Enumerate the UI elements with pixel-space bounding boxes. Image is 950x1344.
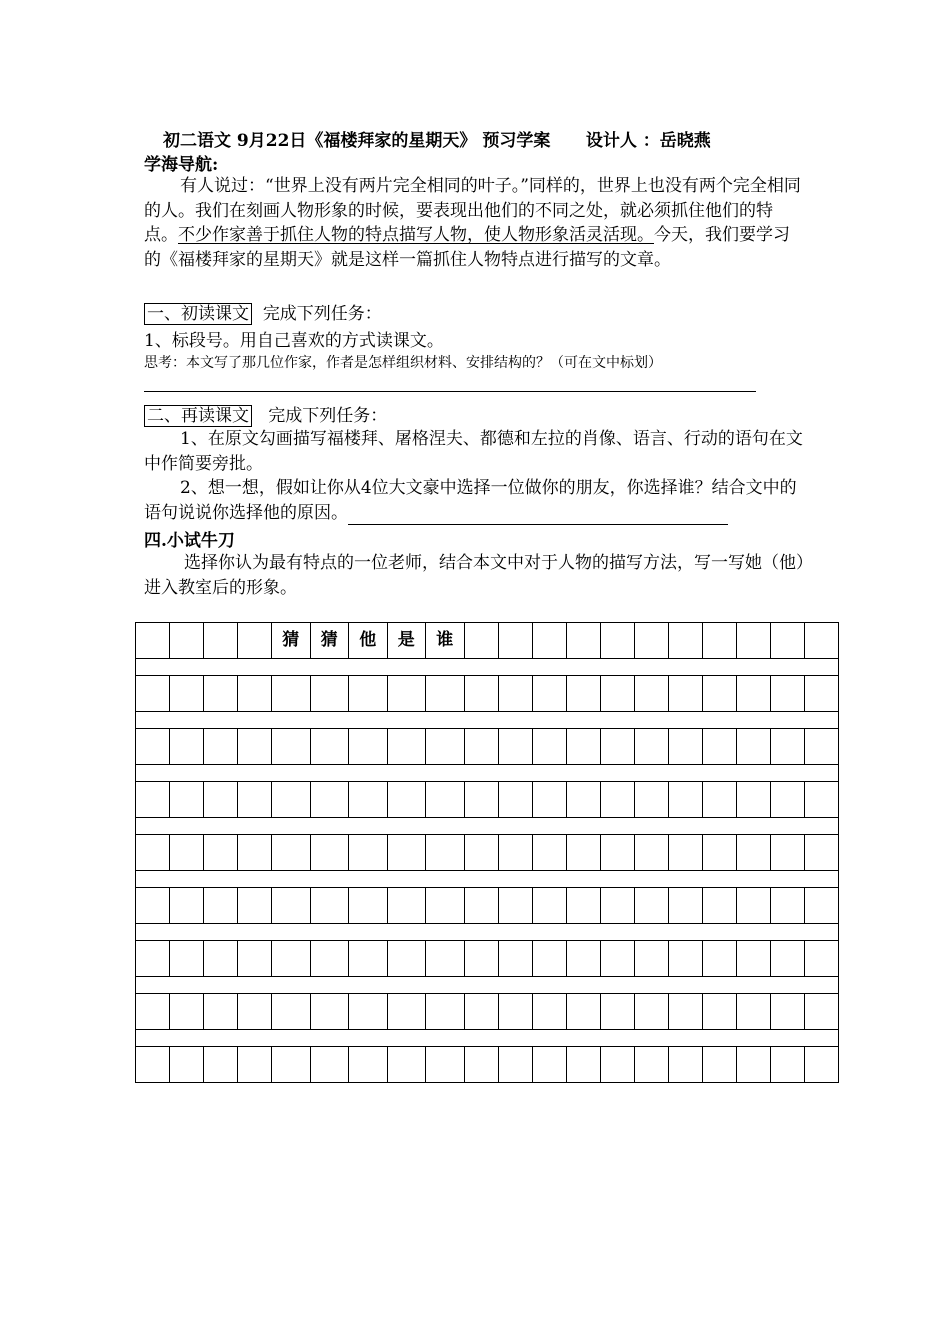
grid-spacer-row	[136, 924, 839, 941]
grid-spacer	[136, 765, 839, 782]
grid-cell[interactable]	[498, 941, 532, 977]
grid-cell-text	[465, 623, 498, 625]
grid-cell[interactable]	[770, 994, 804, 1030]
grid-cell[interactable]	[634, 676, 668, 712]
grid-cell[interactable]	[426, 729, 465, 765]
grid-cell[interactable]	[804, 941, 838, 977]
grid-cell[interactable]	[387, 729, 426, 765]
grid-spacer-row	[136, 712, 839, 729]
grid-cell[interactable]	[464, 1047, 498, 1083]
section4-heading: 四.小试牛刀	[144, 531, 235, 551]
intro-text-2: 今天，我们要学习的《福楼拜家的星期天》就是这样一篇抓住人物特点进行描写的文章。	[144, 225, 790, 270]
grid-cell-text	[737, 623, 770, 625]
grid-row	[136, 623, 839, 659]
grid-cell[interactable]	[532, 888, 566, 924]
grid-cell[interactable]	[464, 676, 498, 712]
grid-cell[interactable]	[238, 888, 272, 924]
section1-heading	[144, 299, 382, 324]
grid-cell[interactable]	[204, 888, 238, 924]
grid-cell[interactable]	[566, 941, 600, 977]
grid-spacer-row	[136, 977, 839, 994]
grid-cell[interactable]	[532, 941, 566, 977]
grid-cell-text	[601, 623, 634, 625]
grid-cell[interactable]	[600, 1047, 634, 1083]
grid-cell[interactable]	[668, 676, 702, 712]
grid-cell[interactable]	[634, 729, 668, 765]
grid-cell[interactable]	[464, 835, 498, 871]
grid-cell[interactable]	[238, 782, 272, 818]
grid-cell[interactable]	[702, 994, 736, 1030]
grid-cell[interactable]	[204, 623, 238, 659]
grid-cell[interactable]	[170, 782, 204, 818]
grid-cell[interactable]	[464, 623, 498, 659]
grid-cell[interactable]	[136, 994, 170, 1030]
grid-cell[interactable]	[204, 835, 238, 871]
grid-cell[interactable]	[136, 941, 170, 977]
grid-cell[interactable]	[804, 835, 838, 871]
grid-cell[interactable]	[736, 623, 770, 659]
grid-cell[interactable]	[736, 994, 770, 1030]
grid-cell[interactable]	[702, 888, 736, 924]
grid-cell[interactable]	[136, 888, 170, 924]
title-main: 初二语文 9月22日《福楼拜家的星期天》 预习学案	[163, 131, 551, 151]
grid-cell[interactable]	[387, 835, 426, 871]
grid-cell[interactable]	[804, 729, 838, 765]
answer-line[interactable]	[144, 391, 756, 392]
grid-row	[136, 888, 839, 924]
grid-cell-text	[805, 623, 838, 625]
grid-cell[interactable]	[310, 623, 349, 659]
grid-cell[interactable]	[668, 729, 702, 765]
intro-text-1: 有人说过：“世界上没有两片完全相同的叶子。”同样的，世界上也没有两个完全相同的人。我们在刻画人物形象的时候，要表现出他们的不同之处，就必须抓住他们的特点。	[144, 176, 801, 245]
grid-cell[interactable]	[238, 941, 272, 977]
answer-blank[interactable]	[348, 506, 728, 525]
grid-spacer	[136, 924, 839, 941]
grid-cell[interactable]	[170, 623, 204, 659]
grid-cell[interactable]	[349, 729, 388, 765]
grid-cell[interactable]	[770, 835, 804, 871]
grid-cell[interactable]	[634, 941, 668, 977]
page-title	[163, 126, 711, 151]
grid-cell[interactable]	[634, 888, 668, 924]
grid-cell[interactable]	[634, 782, 668, 818]
grid-cell[interactable]	[498, 729, 532, 765]
section2-item2	[144, 476, 806, 525]
grid-cell[interactable]	[272, 888, 311, 924]
grid-cell[interactable]	[600, 676, 634, 712]
grid-cell[interactable]	[498, 994, 532, 1030]
grid-cell-text	[170, 623, 203, 625]
grid-cell[interactable]	[532, 676, 566, 712]
intro-paragraph	[144, 174, 806, 272]
grid-cell[interactable]	[600, 941, 634, 977]
grid-cell[interactable]	[498, 782, 532, 818]
grid-cell[interactable]	[702, 1047, 736, 1083]
grid-cell[interactable]	[736, 782, 770, 818]
grid-cell[interactable]	[532, 835, 566, 871]
grid-spacer-row	[136, 765, 839, 782]
grid-cell[interactable]	[804, 888, 838, 924]
section2-label: 二、再读课文	[144, 405, 252, 427]
grid-cell[interactable]	[566, 729, 600, 765]
grid-cell[interactable]	[272, 676, 311, 712]
grid-cell[interactable]	[204, 994, 238, 1030]
grid-cell[interactable]	[736, 835, 770, 871]
grid-cell[interactable]	[634, 994, 668, 1030]
grid-spacer	[136, 712, 839, 729]
grid-cell[interactable]	[532, 729, 566, 765]
grid-row	[136, 782, 839, 818]
grid-row	[136, 1047, 839, 1083]
grid-row	[136, 676, 839, 712]
grid-cell[interactable]	[349, 994, 388, 1030]
grid-cell-text: 是	[397, 630, 415, 650]
grid-cell[interactable]	[387, 888, 426, 924]
grid-cell[interactable]	[170, 729, 204, 765]
grid-cell-text: 谁	[436, 630, 454, 650]
grid-cell[interactable]	[702, 941, 736, 977]
grid-spacer	[136, 977, 839, 994]
grid-cell[interactable]	[668, 782, 702, 818]
grid-cell[interactable]	[600, 835, 634, 871]
grid-cell[interactable]	[272, 835, 311, 871]
grid-cell[interactable]	[600, 729, 634, 765]
grid-cell[interactable]	[238, 729, 272, 765]
grid-cell[interactable]	[238, 676, 272, 712]
grid-cell[interactable]	[804, 623, 838, 659]
grid-cell[interactable]	[498, 835, 532, 871]
grid-cell[interactable]	[464, 729, 498, 765]
grid-cell[interactable]	[600, 994, 634, 1030]
grid-cell[interactable]	[204, 941, 238, 977]
section2-heading	[144, 401, 387, 426]
grid-cell-text: 猜	[320, 630, 338, 650]
grid-cell[interactable]	[770, 676, 804, 712]
grid-cell-text: 他	[359, 630, 377, 650]
grid-cell[interactable]	[272, 1047, 311, 1083]
grid-cell[interactable]	[770, 888, 804, 924]
grid-cell[interactable]	[310, 941, 349, 977]
grid-cell[interactable]	[136, 782, 170, 818]
grid-cell[interactable]	[426, 888, 465, 924]
grid-cell-text	[635, 623, 668, 625]
grid-cell[interactable]	[702, 835, 736, 871]
grid-cell[interactable]	[464, 941, 498, 977]
grid-cell[interactable]	[532, 782, 566, 818]
grid-cell[interactable]	[349, 888, 388, 924]
section1-task: 完成下列任务：	[262, 304, 382, 324]
grid-row	[136, 941, 839, 977]
grid-cell[interactable]	[804, 782, 838, 818]
grid-cell[interactable]	[204, 782, 238, 818]
grid-cell[interactable]	[426, 835, 465, 871]
grid-cell[interactable]	[349, 835, 388, 871]
section2-task: 完成下列任务：	[268, 406, 388, 426]
grid-cell[interactable]	[387, 782, 426, 818]
grid-spacer-row	[136, 871, 839, 888]
grid-cell[interactable]	[668, 994, 702, 1030]
grid-cell[interactable]	[387, 676, 426, 712]
grid-cell[interactable]	[426, 1047, 465, 1083]
grid-cell[interactable]	[310, 835, 349, 871]
grid-cell[interactable]	[668, 835, 702, 871]
grid-cell[interactable]	[170, 835, 204, 871]
grid-cell-text	[567, 623, 600, 625]
grid-cell[interactable]	[272, 994, 311, 1030]
grid-cell[interactable]	[426, 994, 465, 1030]
grid-cell[interactable]	[736, 729, 770, 765]
grid-cell[interactable]	[600, 623, 634, 659]
grid-cell[interactable]	[136, 1047, 170, 1083]
grid-cell[interactable]	[736, 676, 770, 712]
grid-cell-text: 猜	[282, 630, 300, 650]
grid-cell[interactable]	[387, 941, 426, 977]
grid-cell[interactable]	[310, 676, 349, 712]
grid-cell[interactable]	[170, 941, 204, 977]
grid-cell-text	[771, 623, 804, 625]
grid-spacer-row	[136, 659, 839, 676]
grid-cell-text	[204, 623, 237, 625]
grid-cell[interactable]	[136, 623, 170, 659]
grid-cell[interactable]	[770, 782, 804, 818]
grid-cell[interactable]	[532, 623, 566, 659]
grid-cell[interactable]	[702, 623, 736, 659]
grid-cell[interactable]	[238, 994, 272, 1030]
grid-cell[interactable]	[702, 782, 736, 818]
grid-cell[interactable]	[204, 676, 238, 712]
grid-cell[interactable]	[566, 888, 600, 924]
grid-cell[interactable]	[566, 1047, 600, 1083]
grid-spacer	[136, 871, 839, 888]
grid-cell[interactable]	[634, 623, 668, 659]
section4-prompt: 选择你认为最有特点的一位老师，结合本文中对于人物的描写方法，写一写她（他）进入教室后的形象。	[144, 553, 805, 598]
grid-cell[interactable]	[349, 1047, 388, 1083]
grid-cell[interactable]	[566, 782, 600, 818]
grid-cell[interactable]	[634, 835, 668, 871]
grid-row	[136, 729, 839, 765]
grid-cell[interactable]	[464, 888, 498, 924]
grid-cell[interactable]	[310, 1047, 349, 1083]
grid-cell[interactable]	[136, 729, 170, 765]
grid-cell[interactable]	[272, 941, 311, 977]
grid-row	[136, 835, 839, 871]
grid-cell[interactable]	[426, 676, 465, 712]
grid-cell[interactable]	[204, 1047, 238, 1083]
grid-cell[interactable]	[566, 994, 600, 1030]
grid-cell-text	[533, 623, 566, 625]
grid-cell[interactable]	[170, 888, 204, 924]
grid-cell[interactable]	[566, 623, 600, 659]
grid-cell[interactable]	[310, 994, 349, 1030]
grid-cell[interactable]	[238, 835, 272, 871]
grid-cell[interactable]	[349, 941, 388, 977]
grid-spacer-row	[136, 1030, 839, 1047]
grid-spacer	[136, 818, 839, 835]
grid-cell[interactable]	[136, 676, 170, 712]
grid-cell[interactable]	[310, 729, 349, 765]
grid-cell[interactable]	[170, 994, 204, 1030]
grid-cell[interactable]	[600, 782, 634, 818]
grid-cell[interactable]	[238, 1047, 272, 1083]
grid-cell-text	[136, 623, 169, 625]
grid-cell[interactable]	[770, 729, 804, 765]
grid-cell[interactable]	[387, 623, 426, 659]
grid-cell[interactable]	[702, 676, 736, 712]
grid-cell-text	[703, 623, 736, 625]
grid-cell[interactable]	[136, 835, 170, 871]
writing-grid	[135, 622, 839, 1083]
grid-cell[interactable]	[272, 782, 311, 818]
section1-think: 思考：本文写了那几位作家，作者是怎样组织材料、安排结构的？（可在文中标划）	[144, 355, 662, 371]
grid-cell[interactable]	[272, 623, 311, 659]
grid-cell[interactable]	[349, 676, 388, 712]
grid-cell[interactable]	[770, 941, 804, 977]
grid-cell[interactable]	[464, 994, 498, 1030]
grid-cell[interactable]	[498, 888, 532, 924]
grid-cell[interactable]	[668, 888, 702, 924]
grid-cell[interactable]	[668, 941, 702, 977]
grid-cell[interactable]	[770, 1047, 804, 1083]
grid-cell[interactable]	[770, 623, 804, 659]
grid-cell[interactable]	[532, 994, 566, 1030]
grid-cell-text	[669, 623, 702, 625]
grid-cell[interactable]	[668, 623, 702, 659]
section1-item1: 1、标段号。用自己喜欢的方式读课文。	[144, 331, 444, 351]
grid-cell[interactable]	[498, 1047, 532, 1083]
grid-cell[interactable]	[426, 782, 465, 818]
grid-cell[interactable]	[668, 1047, 702, 1083]
grid-cell[interactable]	[238, 623, 272, 659]
grid-cell[interactable]	[464, 782, 498, 818]
grid-cell[interactable]	[204, 729, 238, 765]
intro-underlined: 不少作家善于抓住人物的特点描写人物，使人物形象活灵活现。	[178, 225, 654, 245]
grid-cell[interactable]	[634, 1047, 668, 1083]
grid-cell[interactable]	[804, 1047, 838, 1083]
grid-cell[interactable]	[387, 994, 426, 1030]
grid-cell[interactable]	[532, 1047, 566, 1083]
grid-cell[interactable]	[702, 729, 736, 765]
title-designer: 设计人 ：岳晓燕	[585, 131, 711, 151]
grid-row	[136, 994, 839, 1030]
grid-cell[interactable]	[804, 994, 838, 1030]
grid-spacer	[136, 1030, 839, 1047]
grid-cell-text	[238, 623, 271, 625]
grid-cell[interactable]	[600, 888, 634, 924]
grid-cell[interactable]	[170, 1047, 204, 1083]
grid-cell[interactable]	[566, 676, 600, 712]
grid-cell[interactable]	[426, 941, 465, 977]
grid-cell[interactable]	[426, 623, 465, 659]
grid-cell[interactable]	[804, 676, 838, 712]
grid-cell[interactable]	[736, 941, 770, 977]
grid-cell-text	[499, 623, 532, 625]
grid-cell[interactable]	[349, 782, 388, 818]
grid-cell[interactable]	[272, 729, 311, 765]
grid-cell[interactable]	[310, 782, 349, 818]
grid-cell[interactable]	[736, 888, 770, 924]
nav-heading: 学海导航:	[144, 155, 219, 175]
grid-cell[interactable]	[310, 888, 349, 924]
grid-cell[interactable]	[736, 1047, 770, 1083]
grid-spacer-row	[136, 818, 839, 835]
grid-cell[interactable]	[498, 676, 532, 712]
grid-spacer	[136, 659, 839, 676]
grid-cell[interactable]	[170, 676, 204, 712]
section2-item2-text: 2、想一想，假如让你从4位大文豪中选择一位做你的朋友，你选择谁？结合文中的语句说说你选择他的原因。	[144, 478, 797, 523]
grid-cell[interactable]	[387, 1047, 426, 1083]
grid-cell[interactable]	[566, 835, 600, 871]
grid-cell[interactable]	[498, 623, 532, 659]
section2-item1: 1、在原文勾画描写福楼拜、屠格涅夫、都德和左拉的肖像、语言、行动的语句在文中作简要旁批。	[144, 429, 803, 474]
section1-label: 一、初读课文	[144, 303, 252, 325]
grid-cell[interactable]	[349, 623, 388, 659]
